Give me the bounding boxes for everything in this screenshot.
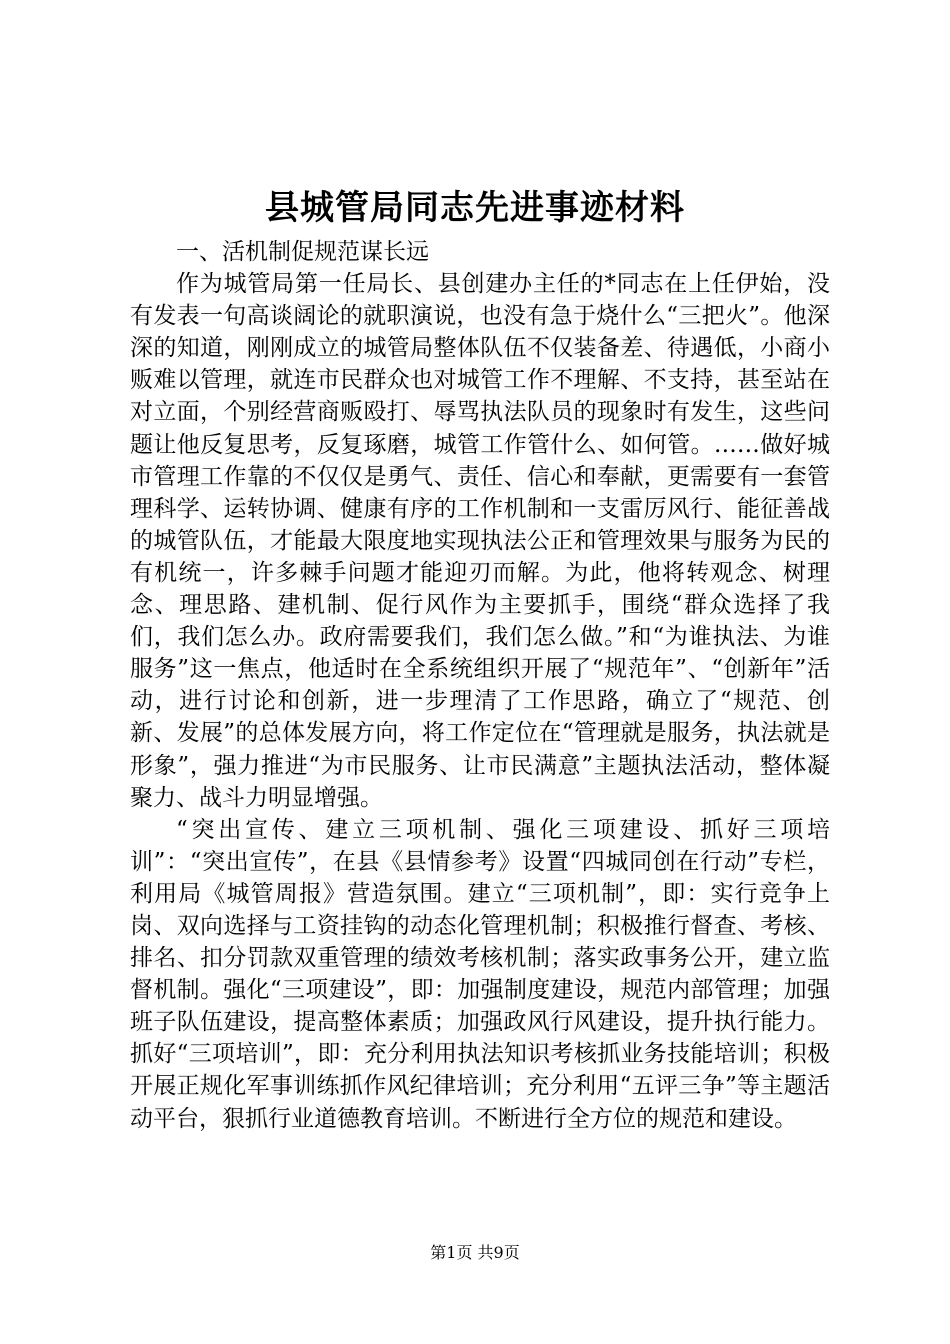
body-paragraph: 作为城管局第一任局长、县创建办主任的*同志在上任伊始，没有发表一句高谈阔论的就职演说，也没有急于烧什么“三把火”。他深深的知道，刚刚成立的城管局整体队伍不仅装备差、待遇低，小商小贩难以管理，就连市民群众也对城管工作不理解、不支持，甚至站在对立面，个别经营商贩殴打、辱骂执法队员的现象时有发生，这些问题让他反复思考，反复琢磨，城管工作管什么、如何管。……做好城市管理工作靠的不仅仅是勇气、责任、信心和奉献，更需要有一套管理科学、运转协调、健康有序的工作机制和一支雷厉风行、能征善战的城管队伍，才能最大限度地实现执法公正和管理效果与服务为民的有机统一，许多棘手问题才能迎刃而解。为此，他将转观念、树理念、理思路、建机制、促行风作为主要抓手，围绕“群众选择了我们，我们怎么办。政府需要我们，我们怎么做。”和“为谁执法、为谁服务”这一焦点，他适时在全系统组织开展了“规范年”、“创新年”活动，进行讨论和创新，进一步理清了工作思路，确立了“规范、创新、发展”的总体发展方向，将工作定位在“管理就是服务，执法就是形象”，强力推进“为市民服务、让市民满意”主题执法活动，整体凝聚力、战斗力明显增强。 [130,271,830,811]
page-footer: 第1页 共9页 [430,1243,520,1262]
document-body [130,236,830,1135]
body-paragraph: “突出宣传、建立三项机制、强化三项建设、抓好三项培训”：“突出宣传”，在县《县情参考》设置“四城同创在行动”专栏，利用局《城管周报》营造氛围。建立“三项机制”，即：实行竞争上岗、双向选择与工资挂钩的动态化管理机制；积极推行督查、考核、排名、扣分罚款双重管理的绩效考核机制；落实政事务公开，建立监督机制。强化“三项建设”，即：加强制度建设，规范内部管理；加强班子队伍建设，提高整体素质；加强政风行风建设，提升执行能力。抓好“三项培训”，即：充分利用执法知识考核抓业务技能培训；积极开展正规化军事训练抓作风纪律培训；充分利用“五评三争”等主题活动平台，狠抓行业道德教育培训。不断进行全方位的规范和建设。 [130,816,830,1132]
section-heading: 一、活机制促规范谋长远 [176,239,429,265]
document-title: 县城管局同志先进事迹材料 [265,188,685,228]
